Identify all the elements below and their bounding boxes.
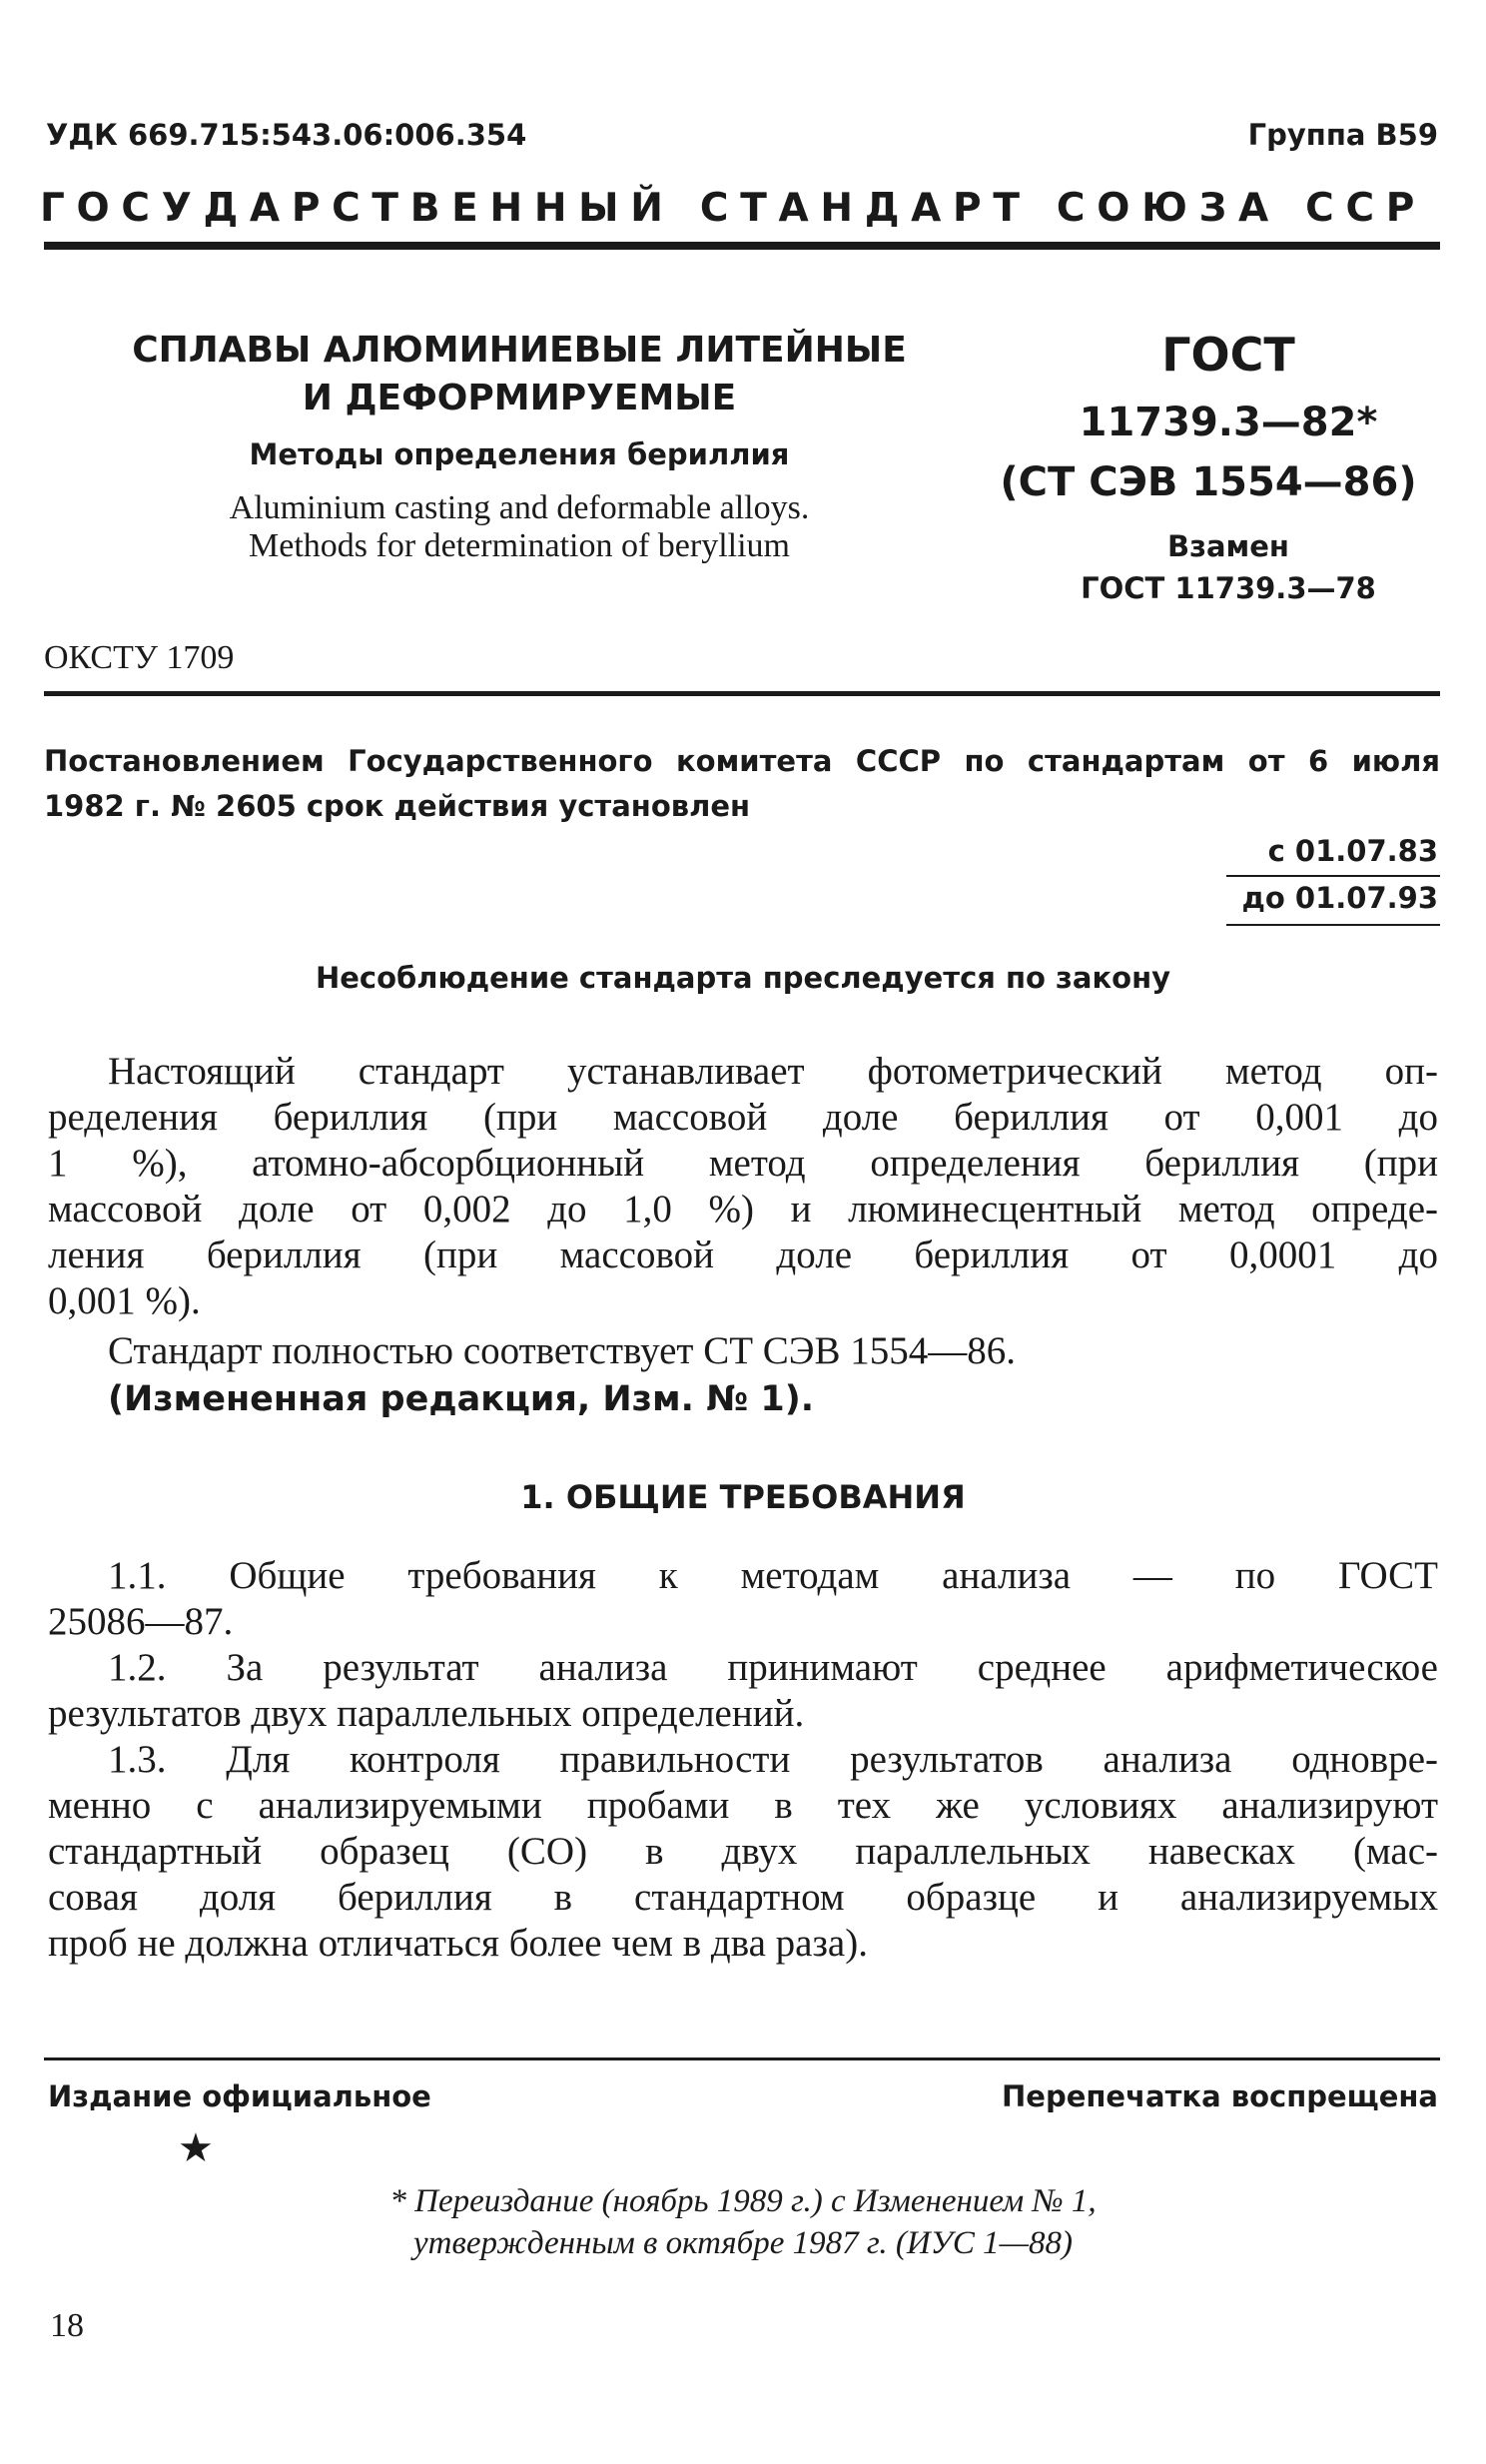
footer-rule (44, 2057, 1440, 2060)
section-1-2-paragraph (48, 1645, 1438, 1737)
paragraph-line: результатов двух параллельных определений. (48, 1692, 805, 1735)
subtitle: Методы определения бериллия (249, 437, 790, 471)
star-icon: ★ (178, 2125, 214, 2171)
paragraph-line: проб не должна отличаться более чем в два раза). (48, 1922, 868, 1965)
header-rule (44, 242, 1440, 250)
date-separator-rule (1226, 875, 1440, 877)
group-code: Группа В59 (1247, 118, 1438, 152)
section-1-3-paragraph (48, 1737, 1438, 1967)
paragraph-line: стандартный образец (СО) в двух параллельных навесках (мас- (48, 1830, 1438, 1873)
replaces-standard: ГОСТ 11739.3—78 (1081, 571, 1376, 605)
section-1-heading: 1. ОБЩИЕ ТРЕБОВАНИЯ (520, 1478, 966, 1516)
st-sev-number: (СТ СЭВ 1554—86) (1000, 459, 1417, 505)
gost-label: ГОСТ (1161, 328, 1295, 382)
date-bottom-rule (1226, 924, 1440, 926)
intro-line: ределения бериллия (при массовой доле бериллия от 0,001 до (48, 1096, 1438, 1139)
okstu-rule (44, 691, 1440, 696)
revision-note: (Измененная редакция, Изм. № 1). (108, 1379, 815, 1419)
state-standard-banner: ГОСУДАРСТВЕННЫЙ СТАНДАРТ СОЮЗА ССР (40, 186, 1427, 231)
intro-paragraph (48, 1049, 1438, 1324)
effective-to: до 01.07.93 (1241, 881, 1438, 915)
title-line-2: И ДЕФОРМИРУЕМЫЕ (302, 378, 737, 418)
paragraph-line: 1.1. Общие требования к методам анализа — по ГОСТ (108, 1554, 1438, 1597)
decree-line-1: Постановлением Государственного комитета СССР по стандартам от 6 июля (44, 744, 1440, 778)
reprint-prohibited: Перепечатка воспрещена (1002, 2079, 1438, 2113)
intro-line: Настоящий стандарт устанавливает фотометрический метод оп- (108, 1050, 1438, 1093)
intro-line: ления бериллия (при массовой доле бериллия от 0,0001 до (48, 1233, 1438, 1276)
compliance-statement: Стандарт полностью соответствует СТ СЭВ 1554—86. (108, 1329, 1017, 1372)
official-edition: Издание официальное (48, 2079, 431, 2113)
udk-code: УДК 669.715:543.06:006.354 (46, 118, 527, 152)
section-1-1-paragraph (48, 1553, 1438, 1645)
gost-number: 11739.3—82* (1079, 400, 1378, 445)
paragraph-line: 1.2. За результат анализа принимают среднее арифметическое (108, 1646, 1438, 1689)
reissue-note-line-2: утвержденным в октябре 1987 г. (ИУС 1—88) (413, 2225, 1073, 2261)
reissue-note-line-1: * Переиздание (ноябрь 1989 г.) с Изменением № 1, (389, 2183, 1097, 2219)
intro-line: 0,001 %). (48, 1279, 201, 1322)
english-title-line-2: Methods for determination of beryllium (249, 527, 790, 564)
decree-line-2: 1982 г. № 2605 срок действия установлен (44, 789, 751, 823)
title-line-1: СПЛАВЫ АЛЮМИНИЕВЫЕ ЛИТЕЙНЫЕ (132, 330, 907, 371)
intro-line: массовой доле от 0,002 до 1,0 %) и люминесцентный метод опреде- (48, 1188, 1438, 1231)
english-title-line-1: Aluminium casting and deformable alloys. (229, 489, 810, 526)
paragraph-line: 25086—87. (48, 1600, 234, 1643)
paragraph-line: совая доля бериллия в стандартном образце и анализируемых (48, 1876, 1438, 1919)
paragraph-line: менно с анализируемыми пробами в тех же условиях анализируют (48, 1784, 1438, 1827)
legal-warning: Несоблюдение стандарта преследуется по закону (315, 961, 1171, 995)
okstu-code: ОКСТУ 1709 (44, 639, 235, 676)
intro-line: 1 %), атомно-абсорбционный метод определения бериллия (при (48, 1142, 1438, 1185)
paragraph-line: 1.3. Для контроля правильности результатов анализа одновре- (108, 1738, 1438, 1781)
effective-from: с 01.07.83 (1267, 834, 1438, 868)
replaces-label: Взамен (1167, 529, 1289, 563)
page-number: 18 (50, 2307, 84, 2344)
